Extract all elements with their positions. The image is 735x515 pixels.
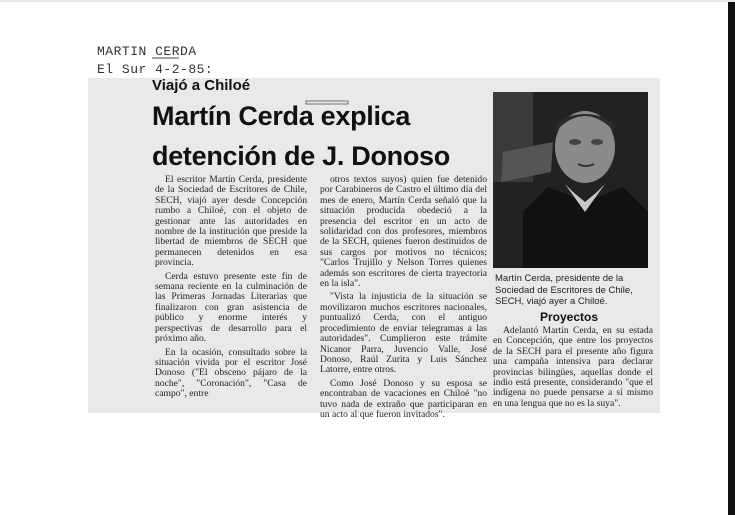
column-1-paragraph: Cerda estuvo presente este fin de semana reciente en la culminación de las Primeras Jornadas Literarias que finalizaron con gran asistencia de público y enorme interés y perspectivas de desarrollo para el próximo año. <box>155 270 307 345</box>
portrait-illustration <box>493 92 648 268</box>
portrait-photo <box>493 92 648 268</box>
photo-caption: Martín Cerda, presidente de la Sociedad de Escritores de Chile, SECH, viajó ayer a Chiloé. <box>495 273 633 307</box>
column-1-paragraph: En la ocasión, consultado sobre la situación vivida por el escritor José Donoso ("El obsceno pájaro de la noche", "Coronación", "Casa de campo", entre <box>155 346 307 400</box>
article-column-1 <box>155 175 307 403</box>
column-1-paragraph: El escritor Martín Cerda, presidente de la Sociedad de Escritores de Chile, SECH, viajó ayer desde Concepción rumbo a Chiloé, con el objeto de gestionar ante las autoridades en nombre de la institución que preside la libertad de miembros de SECH que permanecen detenidos en esa provincia. <box>155 174 307 269</box>
column-2-paragraph: Como José Donoso y su esposa se encontraban de vacaciones en Chiloé "no tuvo nada de extraño que participaran en un acto al que fueron invitados". <box>320 377 487 420</box>
column-2-paragraph: "Vista la injusticia de la situación se movilizaron muchos escritores nacionales, puntualizó Cerda, con el antiguo procedimiento de enviar telegramas a las autoridades". Cumplieron este trámite Nicanor Parra, Juvencio Valle, José Donoso, Raúl Zurita y Luis Sánchez Latorre, entre otros. <box>320 291 487 376</box>
headline-line-1: Martín Cerda explica <box>152 101 411 131</box>
clipping-person-label: MARTIN CERDA <box>97 44 197 59</box>
article-column-2 <box>320 175 487 423</box>
article-column-3 <box>493 326 653 412</box>
clipping-source-label: El Sur 4-2-85: <box>97 62 214 77</box>
column-3-paragraph: Adelantó Martín Cerda, en su estada en Concepción, que entre los proyectos de la SECH para el presente año figura una campaña intensiva para declarar provincias bilingües, aquellas donde el indio está presente, considerando "que el indígena no puede pensarse a sí mismo en una lengua que no es la suya". <box>493 325 653 409</box>
article-kicker: Viajó a Chiloé <box>152 77 251 94</box>
column-2-paragraph: otros textos suyos) quien fue detenido por Carabineros de Castro el último día del mes de enero, Martín Cerda señaló que la situación producida obedeció a la presencia del escritor en un acto de solidaridad con dos profesores, miembros de la SECH, quienes fueron destituidos de sus cargos por motivos no técnicos; "Carlos Trujillo y Nelson Torres quienes además son escritores de cierta trayectoria en la isla". <box>320 174 487 290</box>
handwritten-underline <box>151 56 181 60</box>
section-subheading: Proyectos <box>540 310 599 324</box>
headline-line-2: detención de J. Donoso <box>152 141 450 171</box>
